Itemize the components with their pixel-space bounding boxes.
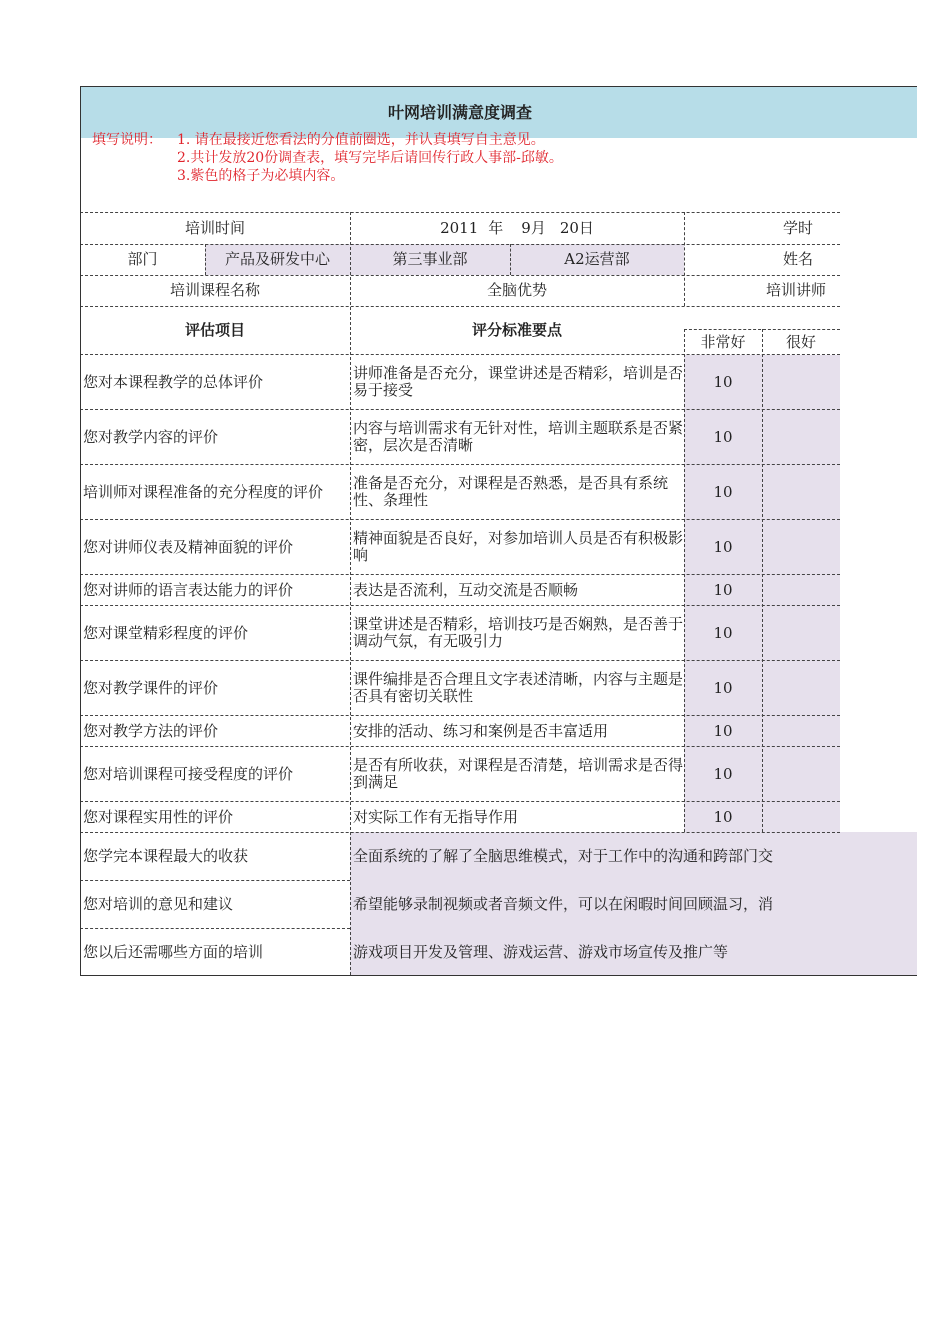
answer-future-training[interactable]: 游戏项目开发及管理、游戏运营、游戏市场宣传及推广等 <box>353 942 729 961</box>
table-row-criteria: 安排的活动、练习和案例是否丰富适用 <box>353 721 609 740</box>
table-row-score[interactable]: 10 <box>713 764 733 783</box>
table-row-score[interactable]: 10 <box>713 678 733 697</box>
instructions-line-2: 2.共计发放20份调查表，填写完毕后请回传行政人事部-邱敏。 <box>177 150 563 166</box>
dept-division[interactable]: 第三事业部 <box>392 250 468 268</box>
table-row-item: 您对课堂精彩程度的评价 <box>83 623 249 642</box>
trainer-label: 培训讲师 <box>766 281 827 299</box>
date-year-unit: 年 <box>488 218 504 237</box>
table-row-item: 您对本课程教学的总体评价 <box>83 372 264 391</box>
instructions-line-3: 3.紫色的格子为必填内容。 <box>177 168 345 184</box>
training-time-label: 培训时间 <box>184 218 245 237</box>
table-row-item: 您对教学方法的评价 <box>83 721 219 740</box>
header-good: 很好 <box>785 332 816 351</box>
table-row-criteria: 讲师准备是否充分，课堂讲述是否精彩，培训是否易于接受 <box>353 364 684 399</box>
dept-label: 部门 <box>127 250 158 268</box>
date-day: 20日 <box>559 218 594 237</box>
page-title: 叶网培训满意度调查 <box>387 102 532 122</box>
answer-gain[interactable]: 全面系统的了解了全脑思维模式，对于工作中的沟通和跨部门交 <box>353 847 774 865</box>
table-row-criteria: 精神面貌是否良好，对参加培训人员是否有积极影响 <box>353 529 684 564</box>
table-row-criteria: 内容与培训需求有无针对性，培训主题联系是否紧密，层次是否清晰 <box>353 419 684 454</box>
dept-center[interactable]: 产品及研发中心 <box>224 250 330 268</box>
table-row-criteria: 课堂讲述是否精彩，培训技巧是否娴熟，是否善于调动气氛，有无吸引力 <box>353 615 684 650</box>
question-suggestions: 您对培训的意见和建议 <box>83 895 234 913</box>
table-row-score[interactable]: 10 <box>713 372 733 391</box>
course-name-label: 培训课程名称 <box>169 281 260 299</box>
table-row-item: 您对教学内容的评价 <box>83 427 219 446</box>
hours-label: 学时 <box>783 218 814 237</box>
table-row-item: 您对课程实用性的评价 <box>83 807 234 826</box>
table-row-item: 您对教学课件的评价 <box>83 678 219 697</box>
table-row-criteria: 对实际工作有无指导作用 <box>353 807 519 826</box>
header-very-good: 非常好 <box>700 332 746 351</box>
table-row-item: 您对培训课程可接受程度的评价 <box>83 764 294 783</box>
table-row-score[interactable]: 10 <box>713 580 733 599</box>
table-row-score[interactable]: 10 <box>713 482 733 501</box>
instructions-line-1: 1. 请在最接近您看法的分值前圈选，并认真填写自主意见。 <box>177 132 545 148</box>
header-item: 评估项目 <box>184 320 245 339</box>
table-row-score[interactable]: 10 <box>713 537 733 556</box>
date-month: 9月 <box>521 218 546 237</box>
table-row-score[interactable]: 10 <box>713 721 733 740</box>
answer-suggestions[interactable]: 希望能够录制视频或者音频文件，可以在闲暇时间回顾温习，消 <box>353 895 774 913</box>
table-row-score[interactable]: 10 <box>713 807 733 826</box>
table-row-score[interactable]: 10 <box>713 623 733 642</box>
table-row-item: 培训师对课程准备的充分程度的评价 <box>83 482 324 501</box>
table-row-criteria: 课件编排是否合理且文字表述清晰，内容与主题是否具有密切关联性 <box>353 670 684 705</box>
table-row-criteria: 准备是否充分，对课程是否熟悉，是否具有系统性、条理性 <box>353 474 669 509</box>
date-year: 2011 <box>440 218 479 237</box>
instructions-label: 填写说明： <box>92 132 162 148</box>
training-date <box>350 212 684 244</box>
name-label: 姓名 <box>783 250 814 268</box>
table-row-item: 您对讲师仪表及精神面貌的评价 <box>83 537 294 556</box>
question-gain: 您学完本课程最大的收获 <box>83 847 249 865</box>
header-criteria: 评分标准要点 <box>471 320 562 339</box>
course-name-value[interactable]: 全脑优势 <box>486 281 547 299</box>
table-row-criteria: 是否有所收获，对课程是否清楚，培训需求是否得到满足 <box>353 756 684 791</box>
table-row-item: 您对讲师的语言表达能力的评价 <box>83 580 294 599</box>
table-row-score[interactable]: 10 <box>713 427 733 446</box>
question-future-training: 您以后还需哪些方面的培训 <box>83 942 264 961</box>
dept-team[interactable]: A2运营部 <box>564 250 630 268</box>
table-row-criteria: 表达是否流利，互动交流是否顺畅 <box>353 580 579 599</box>
